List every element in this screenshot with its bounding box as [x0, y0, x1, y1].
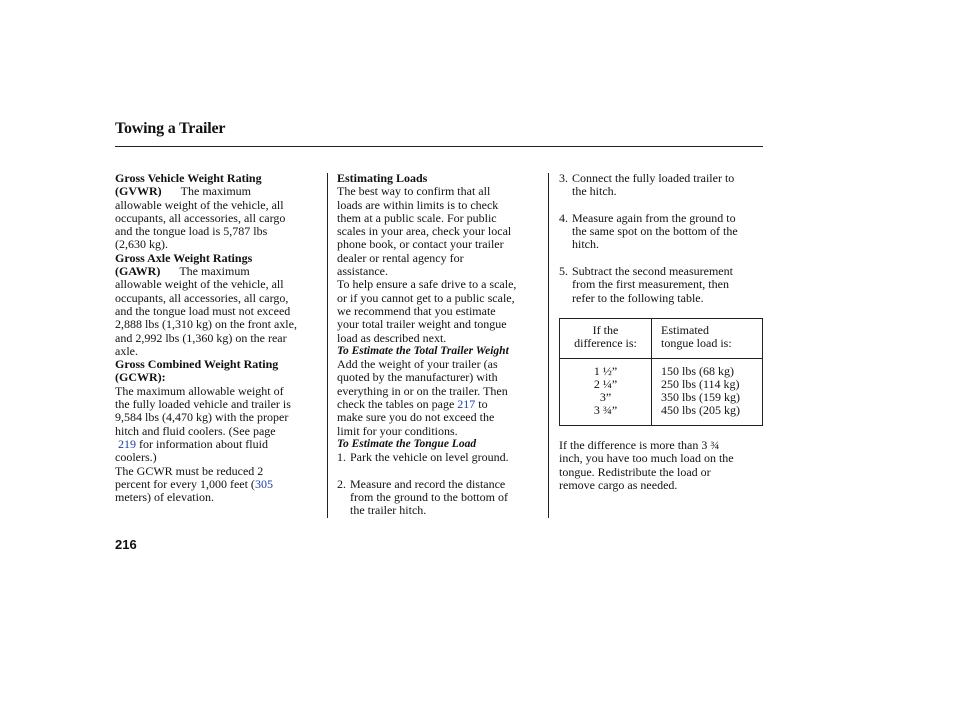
- gawr-abbr: (GAWR): [115, 264, 161, 279]
- total-line: everything in or on the trailer. Then: [337, 383, 508, 398]
- total-line: quoted by the manufacturer) with: [337, 370, 498, 385]
- estimating-line: scales in your area, check your local: [337, 224, 512, 239]
- step-2: [337, 478, 547, 518]
- elevation-line: The GCWR must be reduced 2: [115, 463, 264, 478]
- gvwr-line: allowable weight of the vehicle, all: [115, 197, 284, 212]
- help-line: we recommend that you estimate: [337, 303, 496, 318]
- table-header-difference: If the difference is:: [560, 318, 652, 358]
- step-5: [559, 265, 765, 305]
- gawr-line: 2,888 lbs (1,310 kg) on the front axle,: [115, 317, 297, 332]
- step-1: [337, 451, 547, 464]
- step-text: refer to the following table.: [572, 290, 704, 305]
- total-link-line: [337, 398, 547, 411]
- page-link-305[interactable]: 305: [254, 476, 273, 491]
- after-table-line: tongue. Redistribute the load or: [559, 464, 711, 479]
- step-number: 1.: [337, 450, 346, 465]
- step-text: from the ground to the bottom of: [350, 490, 508, 505]
- total-text: to: [475, 397, 488, 412]
- elevation-line: meters) of elevation.: [115, 490, 214, 505]
- tongue-load-heading: To Estimate the Tongue Load: [337, 437, 477, 450]
- gcwr-line: The maximum allowable weight of: [115, 383, 284, 398]
- help-line: or if you cannot get to a public scale,: [337, 290, 515, 305]
- page-title: Towing a Trailer: [115, 120, 226, 137]
- total-text: check the tables on page: [337, 397, 458, 412]
- estimating-line: them at a public scale. For public: [337, 210, 497, 225]
- step-number: 3.: [559, 171, 568, 185]
- gvwr-line: and the tongue load is 5,787 lbs: [115, 224, 268, 239]
- estimating-heading: Estimating Loads: [337, 171, 428, 185]
- page-link-217[interactable]: 217: [457, 397, 476, 412]
- gvwr-text: The maximum: [180, 184, 251, 199]
- table-header-row: [560, 318, 763, 358]
- estimating-line: phone book, or contact your trailer: [337, 237, 504, 252]
- column-divider: [548, 173, 549, 518]
- tongue-load-cell: 150 lbs (68 kg) 250 lbs (114 kg) 350 lbs (159 kg) 450 lbs (205 kg): [652, 358, 763, 425]
- page-link-219[interactable]: 219: [118, 436, 136, 451]
- table-header-tongue-load: Estimated tongue load is:: [652, 318, 763, 358]
- gawr-text: The maximum: [179, 264, 250, 279]
- gvwr-line: occupants, all accessories, all cargo: [115, 210, 286, 225]
- help-line: To help ensure a safe drive to a scale,: [337, 277, 517, 292]
- gawr-first-line: [115, 265, 323, 278]
- step-text: Subtract the second measurement: [572, 264, 733, 279]
- column-tongue-steps: [559, 172, 765, 492]
- gawr-line: occupants, all accessories, all cargo,: [115, 290, 289, 305]
- step-text: the trailer hitch.: [350, 503, 427, 518]
- gcwr-line: 9,584 lbs (4,470 kg) with the proper: [115, 410, 289, 425]
- title-rule: [115, 146, 763, 147]
- estimating-line: dealer or rental agency for: [337, 250, 464, 265]
- step-text: from the first measurement, then: [572, 277, 729, 292]
- step-number: 5.: [559, 264, 568, 279]
- step-text: the hitch.: [572, 184, 617, 199]
- after-table-line: If the difference is more than 3 ¾: [559, 438, 720, 453]
- column-weight-ratings: [115, 172, 323, 504]
- total-line: limit for your conditions.: [337, 423, 458, 438]
- estimating-line: loads are within limits is to check: [337, 197, 499, 212]
- page-number: 216: [115, 537, 137, 552]
- elevation-text: percent for every 1,000 feet (: [115, 476, 255, 491]
- gcwr-text: for information about fluid: [136, 436, 268, 451]
- step-3: [559, 172, 765, 199]
- estimating-line: The best way to confirm that all: [337, 184, 491, 199]
- gcwr-line: coolers.): [115, 450, 157, 465]
- tongue-load-table: [559, 318, 763, 426]
- column-estimating-loads: [337, 172, 547, 518]
- gvwr-first-line: [115, 185, 323, 198]
- after-table-line: inch, you have too much load on the: [559, 451, 734, 466]
- column-divider: [327, 173, 328, 518]
- difference-cell: 1 ½” 2 ¼” 3” 3 ¾”: [560, 358, 652, 425]
- gvwr-abbr: (GVWR): [115, 184, 162, 199]
- gcwr-heading: Gross Combined Weight Rating: [115, 357, 279, 372]
- step-number: 2.: [337, 476, 346, 491]
- table-row: [560, 358, 763, 425]
- after-table-line: remove cargo as needed.: [559, 477, 678, 492]
- step-text: Measure and record the distance: [350, 476, 506, 491]
- total-line: Add the weight of your trailer (as: [337, 357, 498, 372]
- step-4: [559, 212, 765, 252]
- total-line: make sure you do not exceed the: [337, 410, 495, 425]
- help-line: your total trailer weight and tongue: [337, 317, 507, 332]
- step-text: hitch.: [572, 237, 599, 252]
- step-text: Connect the fully loaded trailer to: [572, 171, 735, 185]
- gcwr-line: hitch and fluid coolers. (See page: [115, 423, 276, 438]
- gvwr-heading: Gross Vehicle Weight Rating: [115, 171, 262, 185]
- gawr-heading: Gross Axle Weight Ratings: [115, 250, 253, 265]
- gvwr-line: (2,630 kg).: [115, 237, 168, 252]
- step-text: the same spot on the bottom of the: [572, 224, 738, 239]
- estimating-line: assistance.: [337, 264, 388, 279]
- gcwr-line: the fully loaded vehicle and trailer is: [115, 397, 291, 412]
- gawr-line: allowable weight of the vehicle, all: [115, 277, 284, 292]
- step-number: 4.: [559, 210, 568, 225]
- step-text: Measure again from the ground to: [572, 210, 736, 225]
- gcwr-link-line: [115, 438, 323, 451]
- elevation-link-line: [115, 478, 323, 491]
- gcwr-abbr: (GCWR):: [115, 370, 166, 385]
- help-line: load as described next.: [337, 330, 447, 345]
- gawr-line: axle.: [115, 343, 138, 358]
- gawr-line: and the tongue load must not exceed: [115, 303, 291, 318]
- total-weight-heading: To Estimate the Total Trailer Weight: [337, 344, 509, 357]
- gawr-line: and 2,992 lbs (1,360 kg) on the rear: [115, 330, 287, 345]
- step-text: Park the vehicle on level ground.: [350, 450, 509, 465]
